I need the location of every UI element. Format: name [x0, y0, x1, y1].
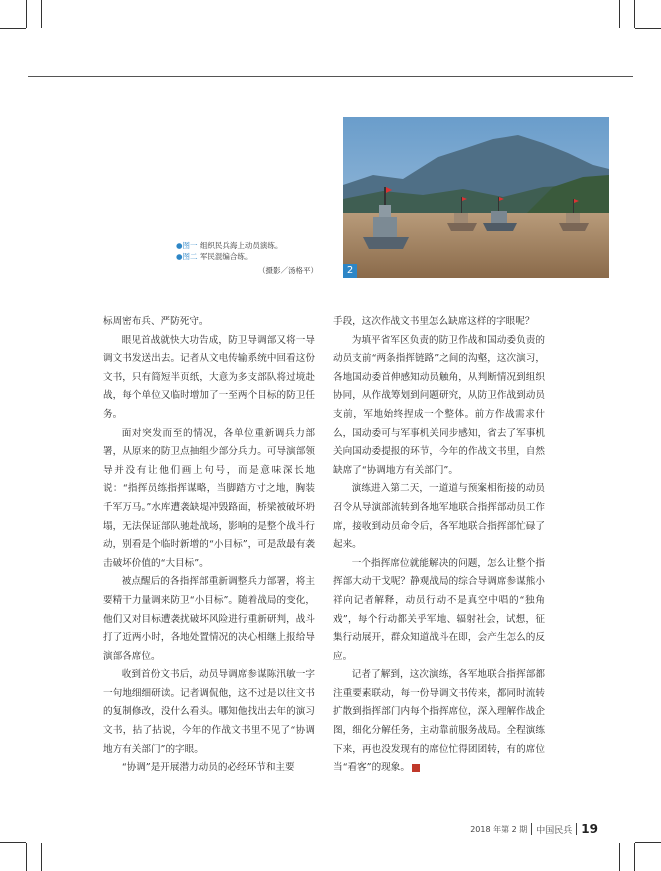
paragraph: 面对突发而至的情况，各单位重新调兵力部署，从原来的防卫点抽组少部分兵力。可导演部领导并没有让他们画上句号，而是意味深长地说：“指挥员练指挥谋略，当脚踏方寸之地，胸装千军万马。”水库遭袭缺堤冲毁路面，桥梁被破坏坍塌，无法保证部队驰赴战场，影响的是整个战斗行动，别看是个临时新增的“小目标”，可是敌最有袭击破坏价值的“大目标”。	[103, 427, 315, 569]
ship-photo	[343, 117, 609, 278]
crop-mark	[41, 843, 42, 871]
paragraph: 为填平省军区负责的防卫作战和国动委负责的动员支前“两条指挥链路”之间的沟壑，这次演习，各地国动委首伸感知动员触角，从判断情况到组织协同，从作战筹划到问题研究，从防卫作战到动员支前，军地始终捏成一个整体。前方作战需求什么，国动委可与军事机关同步感知，省去了军事机关向国动委提报的环节，今年的作战文书里，自然缺席了“协调地方有关部门”。	[333, 334, 545, 476]
paragraph: 一个指挥席位就能解决的问题，怎么让整个指挥部大动干戈呢？静观战局的综合导调席参谋熊小祥向记者解释，动员行动不是真空中唱的“独角戏”，每个行动都关乎军地、辐射社会，试想，征集行动展开，群众知道战斗在即，会产生怎么的反应。	[333, 557, 545, 662]
issue-label: 2018 年第 2 期	[470, 824, 528, 834]
crop-mark	[634, 843, 635, 871]
paragraph: 眼见首战就快大功告成，防卫导调部又将一导调文书发送出去。记者从文电传输系统中回看这份文书，只有简短半页纸，大意为多支部队将过境赴战，每个单位又临时增加了一至两个目标的防卫任务。	[103, 334, 315, 420]
page-number: 19	[581, 822, 598, 836]
crop-mark	[635, 842, 661, 843]
paragraph: 收到首份文书后，动员导调席参谋陈汛敏一字一句地细细研读。记者调侃他，这不过是以往文书的复制修改，没什么看头。哪知他找出去年的演习文书，拈了拈说，今年的作战文书里不见了“协调地方有关部门”的字眼。	[103, 669, 315, 755]
crop-mark	[41, 0, 42, 28]
caption-label: 图二	[182, 252, 198, 261]
crop-mark	[619, 0, 620, 28]
paragraph: 演练进入第二天，一道道与预案相衔接的动员召令从导演部流转到各地军地联合指挥部动员工作席，接收到动员命令后，各军地联合指挥部忙碌了起来。	[333, 483, 545, 551]
crop-mark	[26, 0, 27, 28]
paragraph: 标周密布兵、严防死守。	[103, 316, 209, 327]
article-column-left	[103, 313, 315, 778]
caption-1	[176, 240, 336, 251]
paragraph: 被点醒后的各指挥部重新调整兵力部署，将主要精干力量调来防卫“小目标”。随着战局的变化，他们又对目标遭袭扰破坏风险进行重新研判，战斗打了近两小时，各地处置情况的决心相继上报给导演部各席位。	[103, 576, 315, 662]
caption-bullet-icon: ●	[176, 252, 183, 261]
photo-number-badge: 2	[343, 264, 357, 278]
header-rule	[28, 76, 633, 77]
caption-2	[176, 251, 336, 262]
crop-mark	[0, 842, 26, 843]
caption-label: 图一	[182, 241, 198, 250]
magazine-name: 中国民兵	[536, 825, 573, 836]
crop-mark	[0, 28, 26, 29]
paragraph-last	[333, 666, 545, 778]
crop-mark	[634, 0, 635, 28]
crop-mark	[619, 843, 620, 871]
crop-mark	[635, 28, 661, 29]
end-mark-icon: ■	[412, 764, 420, 772]
photo-captions	[176, 240, 336, 262]
paragraph: “协调”是开展潜力动员的必经环节和主要	[121, 762, 295, 774]
photo-credit: （摄影／汤格平）	[258, 266, 318, 275]
footer-divider	[531, 823, 532, 835]
caption-bullet-icon: ●	[176, 241, 183, 250]
paragraph: 手段，这次作战文书里怎么缺席这样的字眼呢？	[333, 316, 535, 327]
caption-text: 组织民兵海上动员演练。	[199, 241, 283, 250]
article-photo	[343, 117, 609, 278]
page-footer	[470, 822, 598, 836]
crop-mark	[26, 843, 27, 871]
caption-text: 军民混编合练。	[199, 252, 253, 261]
paragraph-text: 记者了解到，这次演练，各军地联合指挥部都注重要素联动，每一份导调文书传来，都同时流转扩散到指挥部门内每个指挥席位，深入理解作战企图，细化分解任务，主动靠前服务战局。全程演练下来，再也没发现有的席位忙得团团转，有的席位当“看客”的现象。	[333, 669, 545, 774]
footer-divider	[576, 823, 577, 835]
article-column-right	[333, 313, 545, 778]
